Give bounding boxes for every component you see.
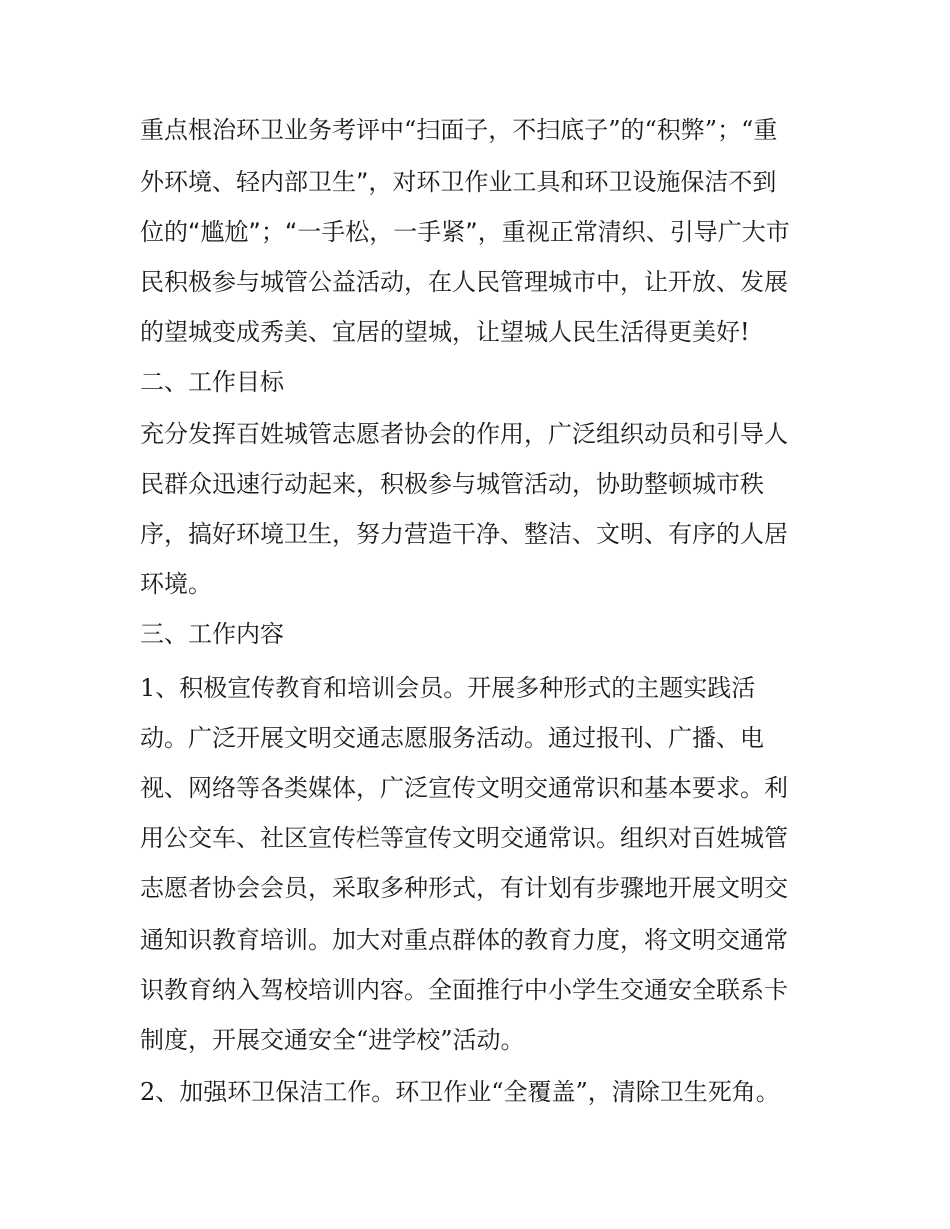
text-line: 环境。 bbox=[140, 570, 212, 598]
section-heading: 二、工作目标 bbox=[140, 368, 284, 396]
text-line: 志愿者协会会员，采取多种形式，有计划有步骤地开展文明交 bbox=[140, 874, 788, 902]
text-line: 的望城变成秀美、宜居的望城，让望城人民生活得更美好! bbox=[140, 318, 750, 346]
text-line: 重点根治环卫业务考评中“扫面子，不扫底子”的“积弊”；“重 bbox=[140, 116, 778, 144]
text-line: 位的“尴尬”；“一手松，一手紧”，重视正常清织、引导广大市 bbox=[140, 218, 790, 246]
text-line: 2、加强环卫保洁工作。环卫作业“全覆盖”，清除卫生死角。 bbox=[140, 1078, 780, 1106]
text-line: 民积极参与城管公益活动，在人民管理城市中，让开放、发展 bbox=[140, 268, 788, 296]
text-line: 序，搞好环境卫生，努力营造干净、整洁、文明、有序的人居 bbox=[140, 520, 788, 548]
text-line: 民群众迅速行动起来，积极参与城管活动，协助整顿城市秩 bbox=[140, 470, 764, 498]
text-line: 通知识教育培训。加大对重点群体的教育力度，将文明交通常 bbox=[140, 926, 788, 954]
text-line: 制度，开展交通安全“进学校”活动。 bbox=[140, 1026, 525, 1054]
text-line: 1、积极宣传教育和培训会员。开展多种形式的主题实践活 bbox=[140, 674, 756, 702]
section-heading: 三、工作内容 bbox=[140, 620, 284, 648]
text-line: 视、网络等各类媒体，广泛宣传文明交通常识和基本要求。利 bbox=[140, 774, 788, 802]
text-line: 充分发挥百姓城管志愿者协会的作用，广泛组织动员和引导人 bbox=[140, 420, 788, 448]
text-line: 识教育纳入驾校培训内容。全面推行中小学生交通安全联系卡 bbox=[140, 976, 788, 1004]
text-line: 外环境、轻内部卫生”，对环卫作业工具和环卫设施保洁不到 bbox=[140, 168, 777, 196]
text-line: 用公交车、社区宣传栏等宣传文明交通常识。组织对百姓城管 bbox=[140, 824, 788, 852]
text-line: 动。广泛开展文明交通志愿服务活动。通过报刊、广播、电 bbox=[140, 724, 764, 752]
